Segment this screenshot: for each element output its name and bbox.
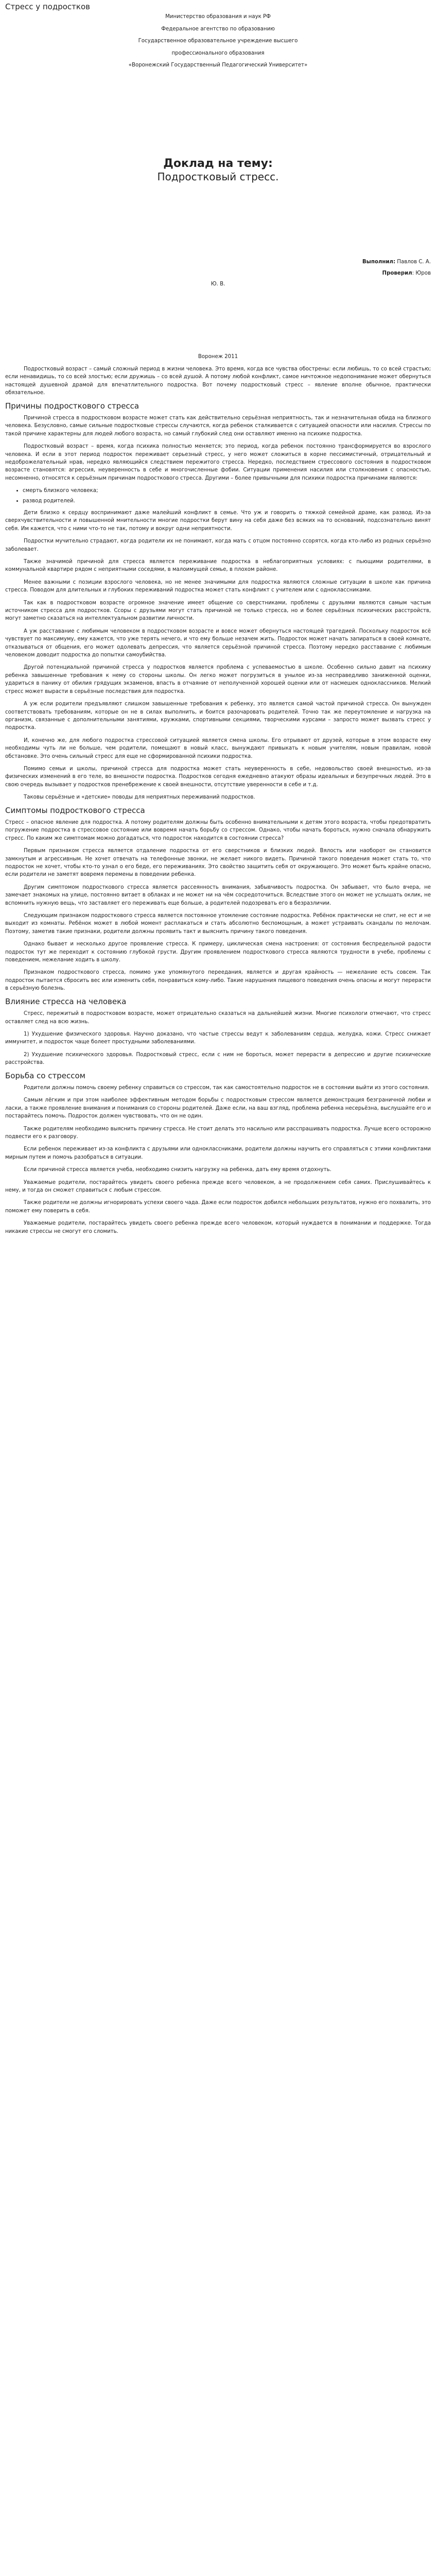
checker-initials: Ю. В.	[211, 281, 225, 287]
paragraph: Самым лёгким и при этом наиболее эффективным методом борьбы с подростковым стрессом является демонстрация безграничной любви и ласки, а также проявление внимания и понимания со стороны родителей. Даже если, на ваш взгляд, проблема ребенка несерьёзна, выслушайте его и постарайтесь помочь. Подросток должен чувствовать, что он не один.	[5, 1097, 431, 1120]
header-line: Министерство образования и наук РФ	[165, 14, 271, 20]
paragraph: Если причиной стресса является учеба, необходимо снизить нагрузку на ребенка, дать ему время отдохнуть.	[24, 1167, 332, 1173]
paragraph: Другой потенциальной причиной стресса у подростков является проблема с успеваемостью в школе. Особенно сильно давит на психику ребенка завышенные требования к нему со стороны школы. Он легко может погрузиться в унылое из-за несправедливо заниженной оценки, удариться в панику от обилия грядущих экзаменов, впасть в отчаяние от неполученной хорошей оценки или от насмешек одноклассников. Мелкий стресс может вырасти в серьёзные последствия для подростка.	[5, 665, 431, 694]
paragraph: А уж если родители предъявляют слишком завышенные требования к ребенку, это является самой частой причиной стресса. Он вынужден соответствовать требованиям, которые он не в силах выполнить, и боится разочаровать родителей. Точно так же переутомление и нагрузка на организм, связанные с дополнительными занятиями, кружками, спортивными секциями, творческими курсами – запросто может вызвать стресс у подростка.	[5, 701, 431, 731]
section-heading: Влияние стресса на человека	[5, 996, 127, 1006]
section-heading: Причины подросткового стресса	[5, 401, 139, 411]
paragraph: Дети близко к сердцу воспринимают даже малейший конфликт в семье. Что уж и говорить о тяжкой семейной драме, как развод. Из-за сверхчувствительности и повышенной мнительности многие подростки берут вину на себя даже без всяких на то оснований, подсознательно винят себя. Им кажется, что с ними что-то не так, потому и вокруг одни неприятности.	[5, 510, 431, 532]
paragraph: Также родителям необходимо выяснить причину стресса. Не стоит делать это насильно или расспрашивать подростка. Лучше всего осторожно подвести его к разговору.	[5, 1126, 431, 1140]
report-title: Доклад на тему:	[163, 157, 273, 171]
paragraph: И, конечно же, для любого подростка стрессовой ситуацией является смена школы. Его отрывают от друзей, которые в этом возрасте ему необходимы чуть ли не больше, чем родители, помещают в новый класс, вынуждают привыкать к новым учителям, новым правилам, новой обстановке. Это очень сильный стресс для еще не сформированной психики подростка.	[5, 737, 431, 759]
paragraph: Другим симптомом подросткового стресса является рассеянность внимания, забывчивость подростка. Он забывает, что было вчера, не замечает знакомых на улице, постоянно витает в облаках и не может ни на чём сосредоточиться. Вследствие этого он может не услышать оклик, не вспомнить нужную вещь, что заставляет его переживать еще больше, а родителей подозревать его в безразличии.	[5, 884, 431, 906]
paragraph: Подростковый возраст – самый сложный период в жизни человека. Это время, когда все чувства обострены: если любишь, то со всей страстью; если ненавидишь, то со всей злостью; если дружишь – со всей душой. А потому любой конфликт, самое ничтожное недопонимание может обернуться настоящей душевной драмой для впечатлительного подростка. Вот почему подростковый стресс – явление вполне обычное, практически обязательное.	[5, 366, 431, 396]
list-item: • развод родителей.	[23, 497, 431, 505]
performer-line	[5, 258, 431, 266]
checker-value: : Юров	[412, 270, 431, 276]
paragraph: Уважаемые родители, постарайтесь увидеть своего ребенка прежде всего человеком, а не продолжением себя самих. Прислушивайтесь к нему, и тогда он сможет справиться с любым стрессом.	[5, 1179, 431, 1193]
paragraph: Следующим признаком подросткового стресса является постоянное утомление состояние подростка. Ребёнок практически не спит, не ест и не выходит из комнаты. Ребёнок может в любой момент расплакаться и стать абсолютно беспомощным, а может устраивать скандалы по мелочам. Поэтому, заметив такие признаки, родители должны проявить такт и выяснить причину такого поведения.	[5, 913, 431, 935]
header-line: Федеральное агентство по образованию	[161, 26, 275, 32]
paragraph: Стресс, пережитый в подростковом возрасте, может отрицательно сказаться на дальнейшей жизни. Многие психологи отмечают, что стресс оставляет след на всю жизнь.	[5, 1011, 431, 1025]
performer-label: Выполнил:	[362, 259, 396, 265]
paragraph: Первым признаком стресса является отдаление подростка от его сверстников и близких людей. Вялость или наоборот он становится замкнутым и агрессивным. Не хочет отвечать на телефонные звонки, не желает никого видеть. Причиной такого поведения может стать то, что подросток не хочет, чтобы кто-то узнал о его беде, его переживаниях. Это свойство защитить себя от окружающего. Это может быть крайне опасно, если родители не заметят вовремя перемены в поведении ребенка.	[5, 848, 431, 878]
paragraph: Признаком подросткового стресса, помимо уже упомянутого переедания, является и другая крайность — нежелание есть совсем. Так подросток пытается сбросить вес или изменить себя, понравиться кому-либо. Такие нарушения пищевого поведения очень опасны и могут перерасти в серьёзную болезнь.	[5, 970, 431, 992]
list-item: • смерть близкого человека;	[23, 487, 431, 495]
paragraph: Стресс – опасное явление для подростка. А потому родителям должны быть особенно внимательными к детям этого возраста, чтобы предотвратить погружение подростка в стрессовое состояние или вовремя начать борьбу со стрессом. Однако, чтобы начать бороться, нужно сначала обнаружить стресс. По каким же симптомам можно догадаться, что подросток находится в состоянии стресса?	[5, 819, 431, 841]
paragraph: Родители должны помочь своему ребенку справиться со стрессом, так как самостоятельно подросток не в состоянии выйти из этого состояния.	[24, 1084, 430, 1091]
paragraph: Уважаемые родители, постарайтесь увидеть своего ребенка прежде всего человеком, который нуждается в понимании и поддержке. Тогда никакие стрессы не смогут его сломить.	[5, 1221, 431, 1234]
paragraph: Однако бывает и несколько другое проявление стресса. К примеру, циклическая смена настроения: от состояния беспредельной радости подросток тут же переходит к состоянию глубокой грусти. Другим проявлением подросткового стресса являются трудности в учебе, проблемы с поведением, нежелание ходить в школу.	[5, 941, 431, 963]
header-line: профессионального образования	[171, 50, 265, 56]
paragraph: А уж расставание с любимым человеком в подростковом возрасте и вовсе может обернуться настоящей трагедией. Поскольку подросток всё чувствует по максимуму, ему кажется, что уже терять нечего, и что ему больше незачем жить. Подросток может начать запираться в своей комнате, отказываться от общения, его может одолевать депрессия, что является серьёзной причиной стресса. Поэтому нередко расставание с любимым человеком доводит подростка до попытки самоубийства.	[5, 628, 431, 658]
report-subtitle: Подростковый стресс.	[157, 170, 279, 183]
section-heading: Борьба со стрессом	[5, 1071, 85, 1080]
institution-header	[5, 13, 431, 69]
city-year: Воронеж 2011	[198, 354, 238, 360]
section-heading: Симптомы подросткового стресса	[5, 805, 145, 815]
paragraph: Таковы серьёзные и «детские» поводы для неприятных переживаний подростков.	[24, 794, 255, 801]
header-line: «Воронежский Государственный Педагогический Университет»	[128, 62, 308, 69]
paragraph: Подростки мучительно страдают, когда родители их не понимают, когда мать с отцом постоянно ссорятся, когда кто-либо из родных серьёзно заболевает.	[5, 538, 431, 552]
paragraph: Причиной стресса в подростковом возрасте может стать как действительно серьёзная неприятность, так и незначительная обида на близкого человека. Безусловно, самые сильные подростковые стрессы случаются, когда ребенок сталкивается с ситуацией опасности или насилия. Стрессы по такой причине характерны для людей любого возраста, но самый глубокий след они оставляют именно на психике подростка.	[5, 415, 431, 437]
paragraph: Подростковый возраст – время, когда психика полностью меняется; это период, когда ребенок постоянно трансформируется во взрослого человека. И если в этот период подросток переживает серьезный стресс, у него может сложиться в корне пессимистичный, отрицательный и недоброжелательный нрав, нередко являющийся следствием пережитого стресса. Нередко, последствием стрессового состояния в подростковом возрасте становятся: агрессия, неуверенность в себе и многочисленные фобии. Ситуации применения насилия или столкновения с опасностью, несомненно, относятся к серьёзным причинам подросткового стресса. Другими – более привычными для психики подростка причинами являются:	[5, 444, 431, 481]
paragraph: 1) Ухудшение физического здоровья. Научно доказано, что частые стрессы ведут к заболеваниям сердца, желудка, кожи. Стресс снижает иммунитет, и подросток чаще болеет простудными заболеваниями.	[5, 1031, 431, 1045]
paragraph: Менее важными с позиции взрослого человека, но не менее значимыми для подростка являются сложные ситуации в школе как причина стресса. Поводом для длительных и глубоких переживаний подростка может стать конфликт с учителем или с одноклассниками.	[5, 579, 431, 594]
paragraph: Так как в подростковом возрасте огромное значение имеет общение со сверстниками, проблемы с друзьями являются самым частым источником стресса для подростков. Ссоры с друзьями могут стать причиной не только стресса, но и более серьёзных психических расстройств, могут заметно сказаться на интеллектуальном развитии личности.	[5, 600, 431, 622]
checker-line	[5, 269, 431, 277]
paragraph: Помимо семьи и школы, причиной стресса для подростка может стать неуверенность в себе, недовольство своей внешностью, из-за физических изменений в его теле, во внешности подростка. Подростков сегодня ежедневно атакуют образы идеальных и безупречных людей. Это в свою очередь вызывает у подростков пренебрежение к своей внешности, отсутствие уверенности в себе и т.д.	[5, 766, 431, 788]
paragraph: Также родители не должны игнорировать успехи своего чада. Даже если подросток добился небольших результатов, нужно его похвалить, это поможет ему поверить в себя.	[5, 1200, 431, 1214]
header-line: Государственное образовательное учреждение высшего	[138, 38, 298, 44]
document-page	[0, 0, 436, 1250]
bullet-list	[5, 487, 431, 505]
checker-label: Проверил	[382, 270, 412, 276]
page-title: Стресс у подростков	[5, 2, 90, 11]
paragraph: Если ребенок переживает из-за конфликта с друзьями или одноклассниками, родители должны научить его справляться с этими конфликтами мирным путем и помочь разобраться в ситуации.	[5, 1146, 431, 1160]
paragraph: Также значимой причиной для стресса является переживание подростка в неблагоприятных условиях: с пьющими родителями, в коммунальной квартире рядом с неприятными соседями, в малоимущей семье, в плохом районе.	[5, 559, 431, 573]
paragraph: 2) Ухудшение психического здоровья. Подростковый стресс, если с ним не бороться, может перерасти в депрессию и другие психические расстройства.	[5, 1052, 431, 1066]
document-body	[5, 365, 431, 1235]
performer-value: Павлов С. А.	[395, 259, 431, 265]
